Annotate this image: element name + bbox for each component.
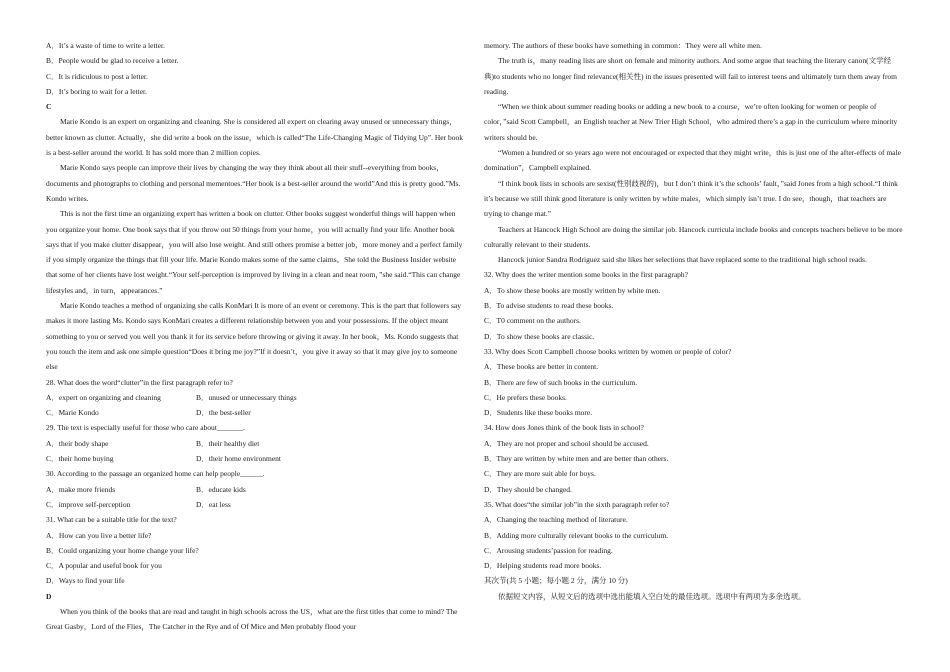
option-d: D．It’s boring to wait for a letter. <box>46 86 148 96</box>
question-32: 32. Why does the writer mention some books in the first paragraph? <box>484 270 688 280</box>
question-33: 33. Why does Scott Campbell choose books written by women or people of color? <box>484 346 732 356</box>
option-a: A．How can you live a better life? <box>46 530 152 540</box>
option-d: D．their home environment <box>196 454 281 464</box>
option-b: B．Could organizing your home change your life? <box>46 545 199 555</box>
options-row <box>46 497 468 512</box>
passage-c-paragraph: Marie Kondo says people can improve their lives by changing the way they think about all their stuff--everything from books，documents and photographs to clothing and personal mementoes.“Her book is a best-seller around the world”And this is pretty good.”Ms. Kondo writes. <box>46 163 461 203</box>
passage-d-paragraph: Teachers at Hancock High School are doing the similar job. Hancock curricula include books and concepts teachers believe to be more culturally relevant to their students. <box>484 224 903 249</box>
passage-d-paragraph: The truth is，many reading lists are short on female and minority authors. And some argue that teaching the literary canon(文学经典)to students who no longer find relevance(相关性) in the issues presented will fail to interest teens and ultimately turn them away from reading. <box>484 56 898 96</box>
option-b: B．Adding more culturally relevant books to the curriculum. <box>484 530 669 540</box>
option-d: D．They should be changed. <box>484 484 572 494</box>
option-b: B．unused or unnecessary things <box>196 392 297 402</box>
options-row <box>46 482 468 497</box>
option-a: A．expert on organizing and cleaning <box>46 392 161 402</box>
option-b: B．People would be glad to receive a letter. <box>46 56 179 66</box>
option-d: D．Ways to find your life <box>46 576 125 586</box>
option-b: B．their healthy diet <box>196 438 260 448</box>
option-b: B．educate kids <box>196 484 246 494</box>
options-row <box>46 405 468 420</box>
left-column <box>46 38 468 635</box>
option-c: C．They are more suit able for boys. <box>484 469 596 479</box>
option-a: A．These books are better in content. <box>484 362 599 372</box>
option-a: A．To show these books are mostly written by white men. <box>484 285 661 295</box>
option-d: D．Helping students read more books. <box>484 561 602 571</box>
option-c: C．their home buying <box>46 454 114 464</box>
question-31: 31. What can be a suitable title for the text? <box>46 515 177 525</box>
question-30: 30. According to the passage an organized home can help people______. <box>46 469 265 479</box>
option-c: C．A popular and useful book for you <box>46 561 162 571</box>
passage-d-paragraph: “When we think about summer reading books or adding a new book to a course，we’re often looking for women or people of color，”said Scott Campbell，an English teacher at New Trier High School，who admired there’s a gap in the curriculum where minority writers should be. <box>484 102 898 142</box>
option-d: D．To show these books are classic. <box>484 331 595 341</box>
option-c: C．improve self-perception <box>46 499 131 509</box>
passage-c-paragraph: Marie Kondo is an expert on organizing and cleaning. She is considered all expert on clearing away unused or unnecessary things，better known as clutter. Actually，she did write a book on the issue，which is called“The Life-Changing Magic of Tidying Up”. Her book is a best-seller around the world. It has sold more than 2 million copies. <box>46 117 463 158</box>
option-a: A．Changing the teaching method of literature. <box>484 515 628 525</box>
option-a: A．make more friends <box>46 484 116 494</box>
instruction-text: 依据短文内容，从短文后的选项中选出能填入空白处的最佳选项。选项中有两项为多余选项。 <box>498 591 806 601</box>
question-29: 29. The text is especially useful for those who care about_______. <box>46 423 245 433</box>
options-row <box>46 390 468 405</box>
option-d: D．the best-seller <box>196 408 251 418</box>
option-c: C．Arousing students’passion for reading. <box>484 545 613 555</box>
option-b: B．They are written by white men and are better than others. <box>484 454 669 464</box>
question-35: 35. What does“the similar job”in the sixth paragraph refer to? <box>484 499 670 509</box>
option-a: A．It’s a waste of time to write a letter. <box>46 41 165 50</box>
right-column <box>484 38 906 604</box>
options-row <box>46 451 468 466</box>
section-c-heading: C <box>46 102 52 112</box>
passage-d-paragraph: memory. The authors of these books have something in common：They were all white men. <box>484 41 762 50</box>
section-note: 其次节(共 5 小题；每小题 2 分，满分 10 分) <box>484 576 628 586</box>
option-a: A．their body shape <box>46 438 109 448</box>
question-28: 28. What does the word“clutter”in the first paragraph refer to? <box>46 377 233 387</box>
passage-d-paragraph: “I think book lists in schools are sexist(性别歧视的)，but I don’t think it’s the schools’ fault，”said Jones from a high school.“I think it’s because we still think good literature is only written by white males，which simply isn’t true. I do see，though，that teachers are trying to change mat.” <box>484 178 898 219</box>
option-b: B．To advise students to read these books. <box>484 301 614 311</box>
option-c: C．He prefers these books. <box>484 392 567 402</box>
section-d-heading: D <box>46 591 52 601</box>
option-a: A．They are not proper and school should be accused. <box>484 438 649 448</box>
passage-c-paragraph: This is not the first time an organizing expert has written a book on clutter. Other books suggest wonderful things will happen when you organize your home. One book says that if you throw out 50 things from your home，you will actually find your life. Another book says that if you make clutter disappear，you will also lose weight. And still others promise a better job，more money and a perfect family if you simply organize the things that fill your life. Marie Kondo makes some of the same claims。She told the Business Insider website that some of her clients have lost weight.“Your self-perception is improved by living in a clean and neat room，”she said.“This can change lifestyles and，in turn，appearances.” <box>46 209 463 295</box>
options-row <box>46 436 468 451</box>
passage-d-paragraph: “Women a hundred or so years ago were not encouraged or expected that they might write，this is just one of the after-effects of male domination”，Campbell explained. <box>484 148 901 173</box>
option-c: C．It is ridiculous to post a letter. <box>46 71 148 81</box>
option-b: B．There are few of such books in the curriculum. <box>484 377 638 387</box>
option-d: D．Students like these books more. <box>484 408 593 418</box>
passage-c-paragraph: Marie Kondo teaches a method of organizing she calls KonMari It is more of an event or ceremony. This is the part that followers say makes it more lasting Ms. Kondo says KonMari creates a different relationship between you and your possessions. If the object meant something to you or served you well you thank it for its service before throwing or giving it away. In her book，Ms. Kondo suggests that you touch the item and ask one simple question“Does it bring me joy?”If it doesn’t，you give it away so that it may give joy to someone else <box>46 301 461 372</box>
option-d: D．eat less <box>196 499 231 509</box>
passage-d-paragraph: Hancock junior Sandra Rodriguez said she likes her selections that have replaced some to the traditional high school reads. <box>498 255 867 265</box>
option-c: C．Marie Kondo <box>46 408 99 418</box>
question-34: 34. How does Jones think of the book lists in school? <box>484 423 644 433</box>
passage-d-paragraph: When you think of the books that are read and taught in high schools across the US，what are the first titles that come to mind? The Great Gasby，Lord of the Flies，The Catcher in the Rye and of Of Mice and Men probably flood your <box>46 606 458 632</box>
option-c: C．T0 comment on the authors. <box>484 316 581 326</box>
